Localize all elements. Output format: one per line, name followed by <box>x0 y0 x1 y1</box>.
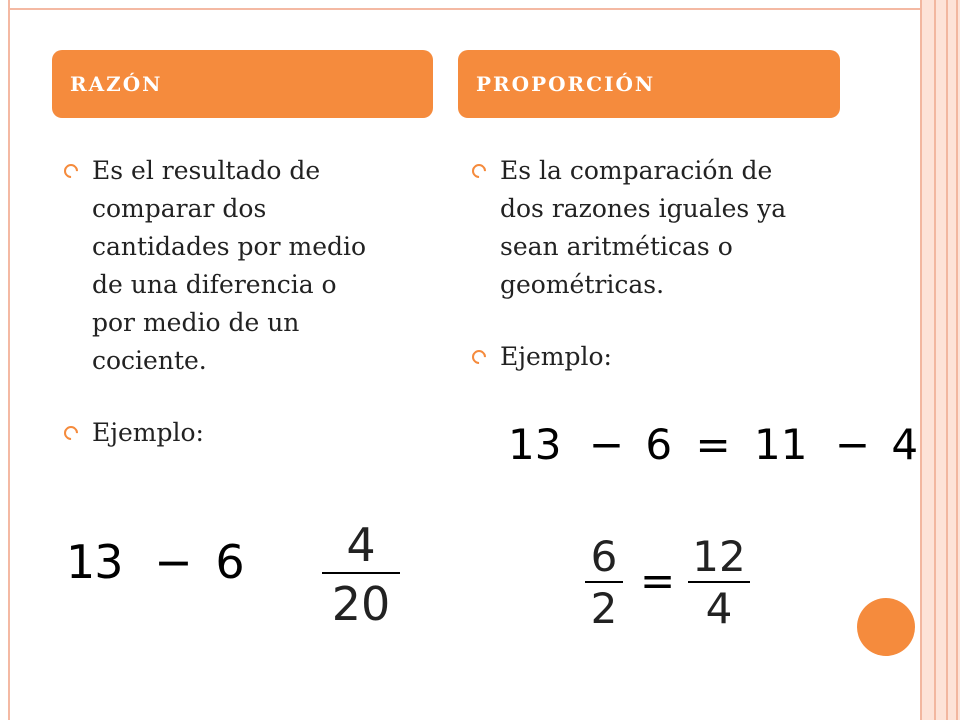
right-fraction-2-denominator: 4 <box>705 584 733 633</box>
right-fraction-1 <box>585 532 623 633</box>
orange-circle-decoration <box>857 598 915 656</box>
left-fraction <box>322 518 400 631</box>
header-proporcion <box>458 50 840 118</box>
left-def-line-2: comparar dos <box>92 194 267 223</box>
right-example-item <box>470 338 850 376</box>
bullet-icon <box>469 161 489 181</box>
right-expr-eq: = <box>695 420 731 469</box>
fraction-bar <box>688 581 750 583</box>
right-fraction-equals: = <box>640 556 676 605</box>
left-definition-item <box>62 152 422 380</box>
left-difference-expression <box>66 535 244 589</box>
right-expr-d: 4 <box>891 420 919 469</box>
right-expr-c: 11 <box>754 420 808 469</box>
header-razon-label: RAZÓN <box>70 72 163 96</box>
right-fraction-2 <box>688 532 750 633</box>
right-difference-equation <box>508 420 918 469</box>
frame-left-line <box>8 0 10 720</box>
right-fraction-2-numerator: 12 <box>692 532 746 581</box>
bullet-icon <box>469 347 489 367</box>
left-expr-a: 13 <box>66 535 123 589</box>
left-def-line-6: cociente. <box>92 346 207 375</box>
header-proporcion-label: PROPORCIÓN <box>476 72 656 96</box>
fraction-bar <box>322 572 400 574</box>
left-def-line-5: por medio de un <box>92 308 300 337</box>
spacer <box>470 304 850 338</box>
right-definition-item <box>470 152 850 304</box>
fraction-bar <box>585 581 623 583</box>
right-def-line-3: sean aritméticas o <box>500 232 733 261</box>
left-expr-op: − <box>154 535 192 589</box>
left-def-line-4: de una diferencia o <box>92 270 337 299</box>
right-def-line-4: geométricas. <box>500 270 665 299</box>
spacer <box>62 380 422 414</box>
bullet-icon <box>61 161 81 181</box>
right-def-line-1: Es la comparación de <box>500 156 773 185</box>
right-fraction-1-numerator: 6 <box>590 532 618 581</box>
right-fraction-1-denominator: 2 <box>590 584 618 633</box>
right-expr-op1: − <box>588 420 625 469</box>
left-example-label: Ejemplo: <box>92 418 204 447</box>
left-expr-b: 6 <box>215 535 244 589</box>
header-razon <box>52 50 433 118</box>
left-example-item <box>62 414 422 452</box>
left-def-line-3: cantidades por medio <box>92 232 367 261</box>
right-expr-a: 13 <box>508 420 562 469</box>
right-bullet-list <box>470 152 850 376</box>
frame-top-line <box>8 8 920 10</box>
left-def-line-1: Es el resultado de <box>92 156 321 185</box>
right-expr-b: 6 <box>645 420 673 469</box>
left-fraction-numerator: 4 <box>346 518 376 572</box>
right-example-label: Ejemplo: <box>500 342 612 371</box>
right-def-line-2: dos razones iguales ya <box>500 194 787 223</box>
right-border-stripes <box>920 0 960 720</box>
bullet-icon <box>61 423 81 443</box>
right-expr-op2: − <box>834 420 871 469</box>
left-bullet-list <box>62 152 422 452</box>
left-fraction-denominator: 20 <box>331 577 391 631</box>
